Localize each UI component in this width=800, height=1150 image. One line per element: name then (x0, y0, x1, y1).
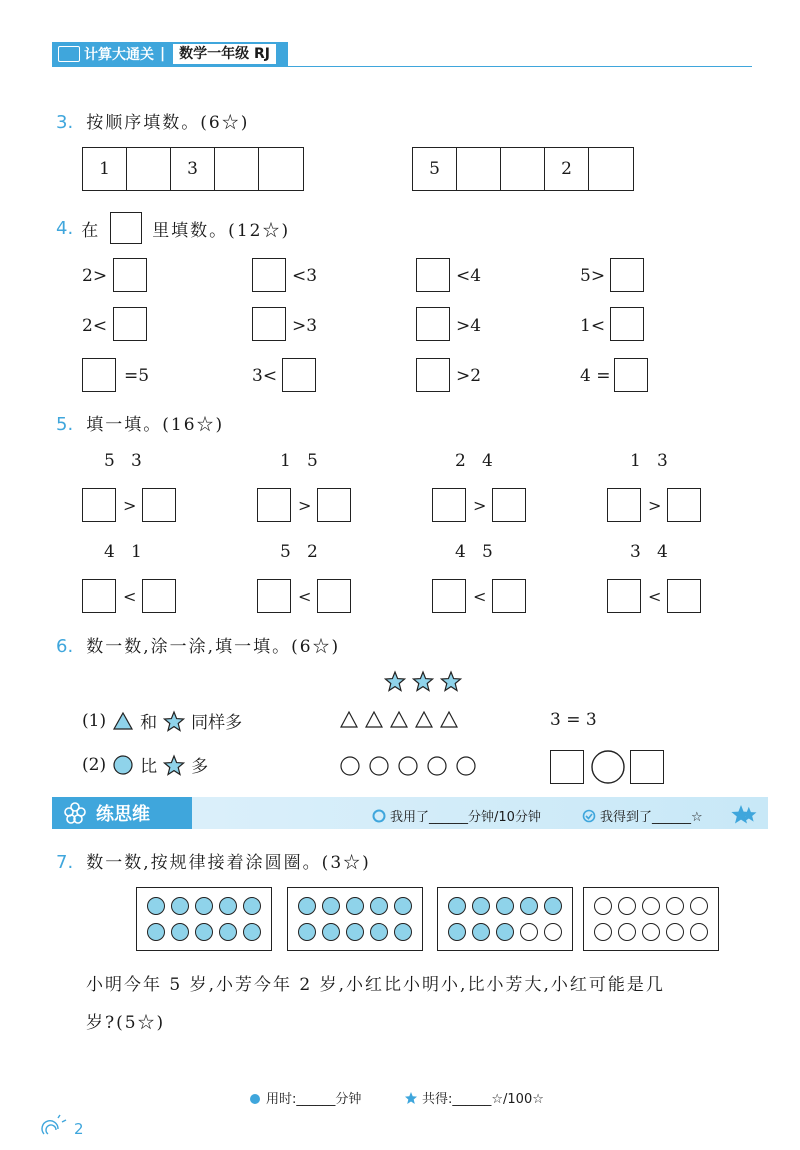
pattern-circle (322, 923, 340, 941)
q4-expr-left: 5> (580, 266, 606, 286)
q4-expr-left: 1< (580, 316, 606, 336)
pattern-circle[interactable] (594, 923, 612, 941)
pattern-circle (322, 897, 340, 915)
answer-box[interactable] (282, 358, 316, 392)
compare-symbol: > (298, 496, 312, 515)
pattern-circle (243, 897, 261, 915)
q3-row2 (412, 147, 634, 191)
q3-cell[interactable]: 3 (171, 148, 215, 190)
pattern-circle (394, 923, 412, 941)
pattern-circle[interactable] (666, 923, 684, 941)
pattern-circle (472, 897, 490, 915)
answer-box[interactable] (492, 488, 526, 522)
pattern-circle (544, 923, 562, 941)
banner-time (372, 806, 541, 825)
answer-box[interactable] (317, 488, 351, 522)
q7-text: 数一数,按规律接着涂圆圈。(3☆) (86, 853, 371, 873)
pattern-circle (544, 897, 562, 915)
answer-box[interactable] (610, 307, 644, 341)
pattern-circle (195, 923, 213, 941)
q4-number: 4. (56, 217, 74, 239)
star-badge-icon (730, 804, 760, 824)
star-icon (404, 1091, 418, 1105)
pattern-circle (219, 897, 237, 915)
q4-expr-right: =5 (124, 366, 150, 386)
pattern-circle[interactable] (618, 923, 636, 941)
q3-text: 按顺序填数。(6☆) (86, 113, 250, 133)
q3-cell[interactable] (589, 148, 633, 190)
compare-symbol: > (648, 496, 662, 515)
answer-box[interactable] (550, 750, 584, 784)
pattern-circle[interactable] (642, 897, 660, 915)
footer-time-text: 用时:______分钟 (266, 1092, 362, 1107)
compare-symbol: < (298, 587, 312, 606)
answer-box[interactable] (82, 579, 116, 613)
flower-icon (64, 802, 86, 824)
q3-cell[interactable] (259, 148, 303, 190)
footer-score (404, 1088, 544, 1107)
pattern-circle (472, 923, 490, 941)
star-group-icon (384, 670, 466, 694)
answer-box[interactable] (252, 258, 286, 292)
answer-box (110, 212, 142, 244)
pattern-circle (496, 923, 514, 941)
page-number: 2 (74, 1120, 84, 1138)
check-icon (582, 809, 596, 823)
pattern-circle[interactable] (690, 897, 708, 915)
answer-box[interactable] (257, 579, 291, 613)
q8-line2: 岁?(5☆) (86, 1013, 166, 1033)
pattern-circle (520, 897, 538, 915)
q3-cell[interactable]: 5 (413, 148, 457, 190)
q4-expr-right: <4 (456, 266, 482, 286)
q5-title (56, 410, 224, 435)
pattern-circle[interactable] (642, 923, 660, 941)
answer-box[interactable] (82, 358, 116, 392)
number-pair: 1 5 (280, 451, 318, 471)
footer-score-text: 共得:______☆/100☆ (422, 1092, 544, 1107)
compare-symbol: < (123, 587, 137, 606)
pattern-circle (147, 897, 165, 915)
q3-row1 (82, 147, 304, 191)
q6-part1-number: (1) (82, 710, 107, 731)
circle-row-icon[interactable] (340, 755, 476, 777)
pattern-circle (346, 923, 364, 941)
q3-cell[interactable] (457, 148, 501, 190)
pattern-circle (520, 923, 538, 941)
compare-symbol: < (648, 587, 662, 606)
pattern-circle (448, 897, 466, 915)
answer-box[interactable] (142, 488, 176, 522)
clock-icon (372, 809, 386, 823)
pattern-circle (448, 923, 466, 941)
answer-box[interactable] (142, 579, 176, 613)
answer-box[interactable] (630, 750, 664, 784)
q8-line1: 小明今年 5 岁,小芳今年 2 岁,小红比小明小,比小芳大,小红可能是几 (86, 975, 665, 995)
pattern-circle (195, 897, 213, 915)
pattern-circle[interactable] (618, 897, 636, 915)
pattern-circle (171, 897, 189, 915)
alarm-clock-icon (248, 1091, 262, 1105)
answer-box[interactable] (416, 358, 450, 392)
swirl-icon (40, 1114, 70, 1138)
answer-box[interactable] (492, 579, 526, 613)
pattern-circle (298, 923, 316, 941)
q6-number: 6. (56, 636, 74, 657)
q6-part2-number: (2) (82, 754, 107, 775)
answer-box[interactable] (607, 579, 641, 613)
pattern-circle[interactable] (666, 897, 684, 915)
q4-expr-left: 3< (252, 366, 278, 386)
compare-symbol: > (473, 496, 487, 515)
banner-time-text: 我用了______分钟/10分钟 (390, 810, 541, 825)
pattern-circle (394, 897, 412, 915)
answer-box[interactable] (432, 579, 466, 613)
answer-box[interactable] (257, 488, 291, 522)
pattern-circle (147, 923, 165, 941)
header-grade: 数学一年级 RJ (173, 44, 276, 64)
q6-equation: 3 = 3 (550, 710, 597, 730)
q6-part1-mid: 和 (140, 713, 158, 733)
q4-expr-left: 2< (82, 316, 108, 336)
q6-part2-end: 多 (191, 757, 209, 777)
pattern-circle (370, 923, 388, 941)
pattern-circle (496, 897, 514, 915)
pattern-circle[interactable] (690, 923, 708, 941)
q3-cell[interactable]: 1 (83, 148, 127, 190)
q3-cell[interactable] (501, 148, 545, 190)
number-pair: 1 3 (630, 451, 668, 471)
answer-box[interactable] (614, 358, 648, 392)
compare-symbol: > (123, 496, 137, 515)
answer-box[interactable] (317, 579, 351, 613)
number-pair: 2 4 (455, 451, 493, 471)
answer-box[interactable] (252, 307, 286, 341)
q5-number: 5. (56, 414, 74, 435)
answer-box[interactable] (416, 307, 450, 341)
pattern-circle (243, 923, 261, 941)
number-pair: 5 3 (104, 451, 142, 471)
answer-box[interactable] (610, 258, 644, 292)
q4-title (56, 212, 290, 244)
banner-score-text: 我得到了______☆ (600, 810, 703, 825)
book-icon (58, 46, 80, 62)
pattern-circle (298, 897, 316, 915)
q4-expr-left: 4 = (580, 366, 611, 386)
banner-title: 练思维 (96, 804, 150, 825)
answer-box[interactable] (113, 258, 147, 292)
pattern-circle (219, 923, 237, 941)
q4-text-after: 里填数。(12☆) (152, 220, 291, 241)
footer-time (248, 1088, 361, 1107)
q6-text: 数一数,涂一涂,填一填。(6☆) (86, 637, 341, 657)
header-separator: | (160, 46, 166, 62)
circle-icon (112, 754, 134, 776)
triangle-icon (112, 711, 134, 731)
q4-expr-right: >2 (456, 366, 482, 386)
q6-title (56, 632, 340, 657)
pattern-circle (370, 897, 388, 915)
banner-score (582, 806, 703, 825)
q3-cell[interactable] (215, 148, 259, 190)
pattern-circle[interactable] (594, 897, 612, 915)
triangle-row-icon[interactable] (340, 710, 466, 730)
q3-number: 3. (56, 112, 74, 133)
q6-part2-mid: 比 (140, 757, 158, 777)
answer-box[interactable] (607, 488, 641, 522)
q4-expr-right: >3 (292, 316, 318, 336)
circle-answer-icon (590, 749, 626, 785)
answer-box[interactable] (667, 488, 701, 522)
star-icon (163, 754, 185, 776)
number-pair: 3 4 (630, 542, 668, 562)
pattern-box[interactable] (583, 887, 719, 951)
answer-box[interactable] (416, 258, 450, 292)
banner-label (52, 797, 192, 829)
number-pair: 4 5 (455, 542, 493, 562)
pattern-circle (346, 897, 364, 915)
q6-part1-end: 同样多 (191, 713, 243, 733)
q5-text: 填一填。(16☆) (86, 415, 225, 435)
number-pair: 4 1 (104, 542, 142, 562)
header-title: 计算大通关 (84, 47, 154, 63)
q7-title (56, 848, 371, 873)
q3-title (56, 108, 249, 133)
q3-cell[interactable]: 2 (545, 148, 589, 190)
header-rule (52, 66, 752, 67)
q6-part1 (82, 708, 242, 733)
answer-box[interactable] (432, 488, 466, 522)
q3-cell[interactable] (127, 148, 171, 190)
compare-symbol: < (473, 587, 487, 606)
q6-part2 (82, 752, 208, 777)
answer-box[interactable] (667, 579, 701, 613)
q4-expr-left: 2> (82, 266, 108, 286)
pattern-box (136, 887, 272, 951)
answer-box[interactable] (113, 307, 147, 341)
number-pair: 5 2 (280, 542, 318, 562)
pattern-box (437, 887, 573, 951)
star-icon (163, 710, 185, 732)
header-bar (52, 42, 288, 66)
q4-text-before: 在 (81, 220, 101, 241)
pattern-box (287, 887, 423, 951)
q4-expr-right: <3 (292, 266, 318, 286)
pattern-circle (171, 923, 189, 941)
q4-expr-right: >4 (456, 316, 482, 336)
q7-number: 7. (56, 852, 74, 873)
answer-box[interactable] (82, 488, 116, 522)
